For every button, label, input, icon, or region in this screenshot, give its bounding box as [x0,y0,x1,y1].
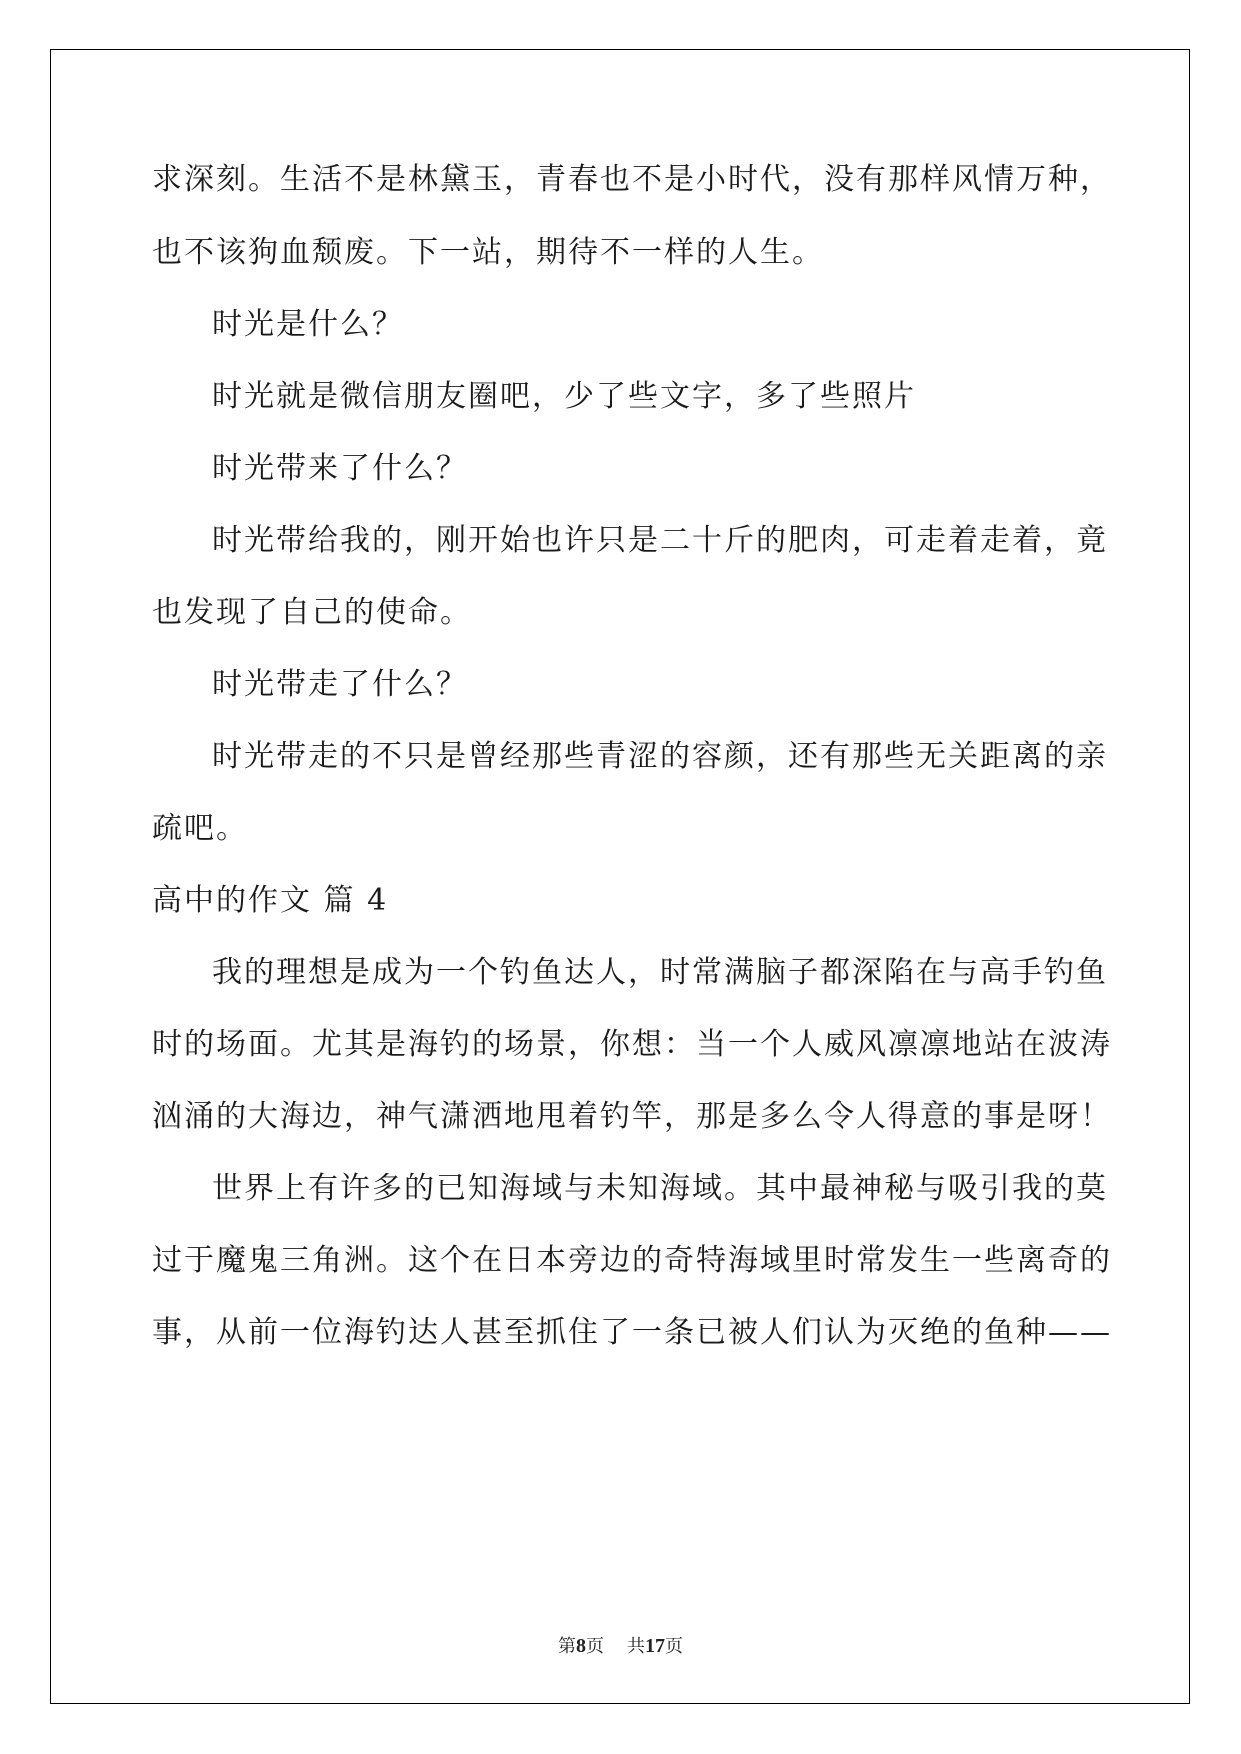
paragraph-line: 时光带走了什么？ [212,667,468,702]
footer-total-prefix: 共 [626,1636,645,1657]
page-footer [0,1632,1241,1658]
footer-prefix: 第 [558,1636,577,1657]
current-page-number: 8 [576,1635,587,1657]
footer-page-suffix: 页 [586,1636,605,1657]
paragraph-line: 时光是什么？ [212,307,404,342]
paragraph-line: 汹涌的大海边，神气潇洒地甩着钓竿，那是多么令人得意的事是呀！ [152,1099,1112,1134]
paragraph-line: 求深刻。生活不是林黛玉，青春也不是小时代，没有那样风情万种， [152,162,1112,197]
paragraph-line: 时光带给我的，刚开始也许只是二十斤的肥肉，可走着走着，竟 [212,523,1108,558]
total-page-number: 17 [644,1635,665,1657]
paragraph-line: 时光就是微信朋友圈吧，少了些文字，多了些照片 [212,379,916,414]
paragraph-line: 事，从前一位海钓达人甚至抓住了一条已被人们认为灭绝的鱼种—— [152,1315,1112,1350]
footer-total-suffix: 页 [664,1636,683,1657]
section-heading: 高中的作文 篇 4 [152,883,389,918]
paragraph-line: 疏吧。 [152,811,248,846]
paragraph-line: 也不该狗血颓废。下一站，期待不一样的人生。 [152,235,824,270]
paragraph-line: 时光带来了什么？ [212,451,468,486]
paragraph-line: 也发现了自己的使命。 [152,595,472,630]
paragraph-line: 我的理想是成为一个钓鱼达人，时常满脑子都深陷在与高手钓鱼 [212,955,1108,990]
paragraph-line: 世界上有许多的已知海域与未知海域。其中最神秘与吸引我的莫 [212,1171,1108,1206]
paragraph-line: 时光带走的不只是曾经那些青涩的容颜，还有那些无关距离的亲 [212,739,1108,774]
paragraph-line: 时的场面。尤其是海钓的场景，你想：当一个人威风凛凛地站在波涛 [152,1027,1112,1062]
page-border [50,49,1190,1704]
paragraph-line: 过于魔鬼三角洲。这个在日本旁边的奇特海域里时常发生一些离奇的 [152,1243,1112,1278]
